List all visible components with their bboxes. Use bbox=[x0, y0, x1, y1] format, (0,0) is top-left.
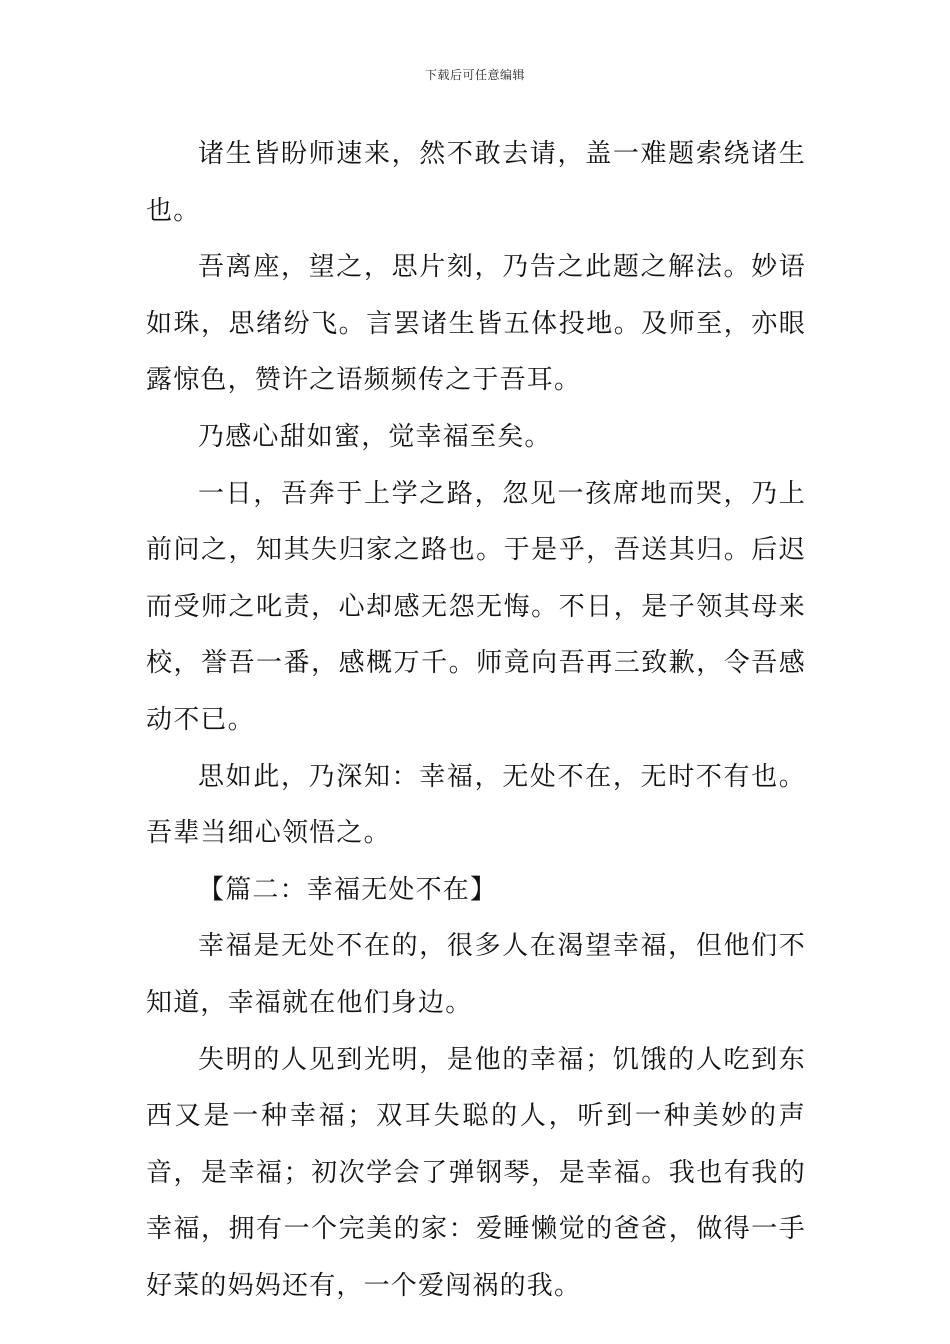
header-note: 下载后可任意编辑 bbox=[424, 68, 525, 82]
section-heading: 【篇二：幸福无处不在】 bbox=[198, 874, 498, 905]
document-body bbox=[146, 126, 806, 1314]
paragraph: 幸福是无处不在的，很多人在渴望幸福，但他们不知道，幸福就在他们身边。 bbox=[146, 931, 806, 1018]
paragraph: 失明的人见到光明，是他的幸福；饥饿的人吃到东西又是一种幸福；双耳失聪的人，听到一种美妙的声音，是幸福；初次学会了弹钢琴，是幸福。我也有我的幸福，拥有一个完美的家：爱睡懒觉的爸爸，做得一手好菜的妈妈还有，一个爱闯祸的我。 bbox=[146, 1044, 806, 1301]
paragraph: 一日，吾奔于上学之路，忽见一孩席地而哭，乃上前问之，知其失归家之路也。于是乎，吾送其归。后迟而受师之叱责，心却感无怨无悔。不日，是子领其母来校，誉吾一番，感概万千。师竟向吾再三致歉，令吾感动不已。 bbox=[146, 478, 806, 735]
paragraph: 诸生皆盼师速来，然不敢去请，盖一难题索绕诸生也。 bbox=[146, 139, 806, 226]
paragraph: 乃感心甜如蜜，觉幸福至矣。 bbox=[198, 421, 552, 452]
paragraph: 思如此，乃深知：幸福，无处不在，无时不有也。吾辈当细心领悟之。 bbox=[146, 761, 806, 849]
paragraph: 吾离座，望之，思片刻，乃告之此题之解法。妙语如珠，思绪纷飞。言罢诸生皆五体投地。及师至，亦眼露惊色，赞许之语频频传之于吾耳。 bbox=[146, 252, 806, 396]
